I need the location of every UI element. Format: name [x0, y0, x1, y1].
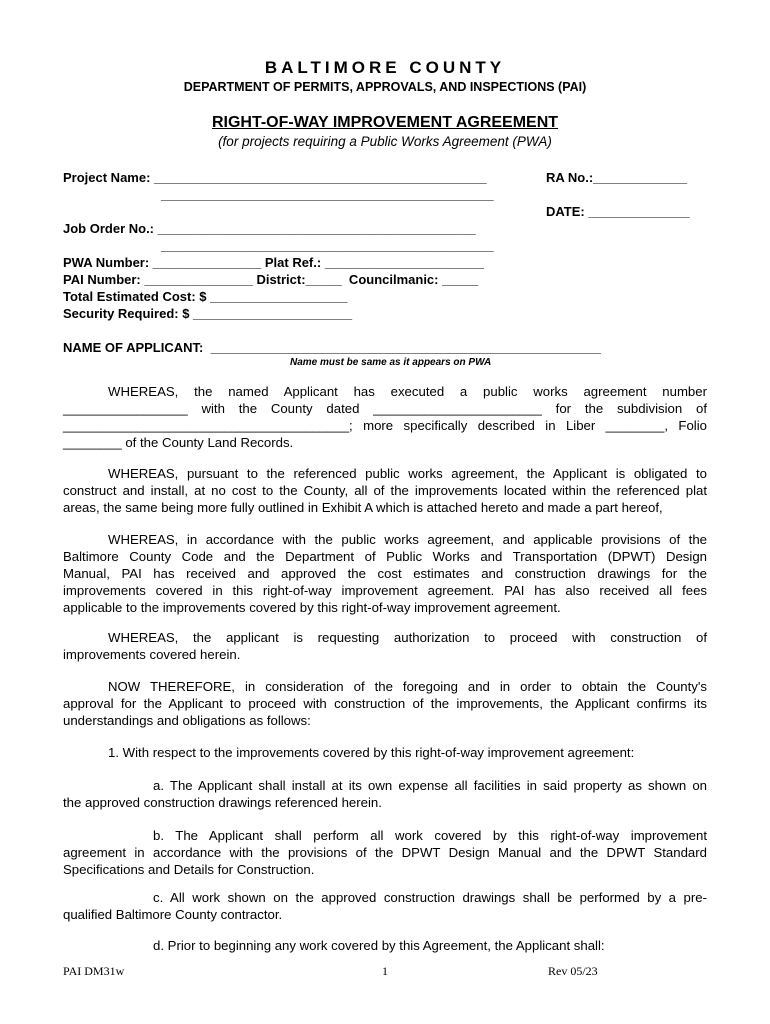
text-line: NOW THEREFORE, in consideration of the foregoing and in order to obtain the County's — [108, 679, 707, 694]
applicant-note: Name must be same as it appears on PWA — [290, 357, 492, 368]
item-c — [63, 889, 707, 923]
department-heading: DEPARTMENT OF PERMITS, APPROVALS, AND INSPECTIONS (PAI) — [183, 80, 587, 94]
text-line: 1. With respect to the improvements covered by this right-of-way improvement agreement: — [108, 745, 635, 760]
document-title: RIGHT-OF-WAY IMPROVEMENT AGREEMENT — [211, 114, 559, 131]
text-line: a. The Applicant shall install at its own expense all facilities in said property as shown on — [153, 778, 707, 793]
text-line: ________ of the County Land Records. — [63, 435, 294, 450]
text-line: Baltimore County Code and the Department of Public Works and Transportation (DPWT) Design — [63, 549, 707, 564]
item-b — [63, 827, 707, 878]
ra-no-field[interactable]: RA No.:_____________ — [546, 170, 688, 185]
text-line: applicable to the improvements covered by this right-of-way improvement agreement. — [63, 600, 561, 615]
date-field[interactable]: DATE: ______________ — [546, 204, 690, 219]
project-name-continuation[interactable]: ______________________________________________ — [161, 187, 494, 202]
applicant-name-field[interactable]: NAME OF APPLICANT: ______________________________________________________ — [63, 340, 601, 355]
text-line: _______________________________________; more specifically described in Liber ________, Folio — [63, 418, 707, 433]
text-line: the approved construction drawings referenced herein. — [63, 795, 382, 810]
text-line: WHEREAS, the named Applicant has executed a public works agreement number — [108, 384, 707, 399]
text-line: understandings and obligations as follows: — [63, 713, 311, 728]
job-order-field[interactable]: Job Order No.: ____________________________________________ — [63, 221, 476, 236]
security-required-field[interactable]: Security Required: $ ______________________ — [63, 306, 353, 321]
revision-label: Rev 05/23 — [548, 964, 598, 978]
project-name-field[interactable]: Project Name: ______________________________________________ — [63, 170, 487, 185]
item-a — [63, 777, 707, 811]
pwa-number-field[interactable]: PWA Number: _______________ Plat Ref.: ______________________ — [63, 255, 484, 270]
text-line: improvements covered in this right-of-way improvement agreement. PAI has also received all fees — [63, 583, 707, 598]
text-line: improvements covered herein. — [63, 647, 241, 662]
text-line: areas, the same being more fully outlined in Exhibit A which is attached hereto and made a part hereof, — [63, 500, 663, 515]
text-line: WHEREAS, in accordance with the public works agreement, and applicable provisions of the — [108, 532, 707, 547]
text-line: approval for the Applicant to proceed with construction of the improvements, the Applicant confirms its — [63, 696, 707, 711]
text-line: qualified Baltimore County contractor. — [63, 907, 283, 922]
total-cost-field[interactable]: Total Estimated Cost: $ ___________________ — [63, 289, 348, 304]
document-subtitle: (for projects requiring a Public Works Agreement (PWA) — [218, 134, 552, 149]
form-id: PAI DM31w — [63, 964, 125, 978]
item-d — [63, 937, 707, 954]
page-number: 1 — [382, 964, 388, 978]
now-therefore-paragraph — [63, 678, 707, 729]
pai-number-field[interactable]: PAI Number: _______________ District:_____ Councilmanic: _____ — [63, 272, 479, 287]
county-heading: BALTIMORE COUNTY — [264, 58, 506, 77]
text-line: b. The Applicant shall perform all work covered by this right-of-way improvement — [153, 828, 707, 843]
text-line: d. Prior to beginning any work covered by this Agreement, the Applicant shall: — [153, 938, 605, 953]
text-line: agreement in accordance with the provisions of the DPWT Design Manual and the DPWT Standard — [63, 845, 707, 860]
text-line: WHEREAS, pursuant to the referenced public works agreement, the Applicant is obligated to — [108, 466, 707, 481]
item-1 — [63, 744, 707, 761]
job-order-continuation[interactable]: ______________________________________________ — [161, 238, 494, 253]
text-line: Specifications and Details for Construction. — [63, 862, 315, 877]
text-line: _________________ with the County dated _______________________ for the subdivision of — [63, 401, 707, 416]
text-line: Manual, PAI has received and approved the cost estimates and construction drawings for the — [63, 566, 707, 581]
whereas-paragraph-4 — [63, 629, 707, 663]
whereas-paragraph-1 — [63, 383, 707, 451]
whereas-paragraph-2 — [63, 465, 707, 516]
text-line: construct and install, at no cost to the County, all of the improvements located within the referenced plat — [63, 483, 707, 498]
text-line: c. All work shown on the approved construction drawings shall be performed by a pre- — [153, 890, 707, 905]
whereas-paragraph-3 — [63, 531, 707, 616]
text-line: WHEREAS, the applicant is requesting authorization to proceed with construction of — [108, 630, 707, 645]
